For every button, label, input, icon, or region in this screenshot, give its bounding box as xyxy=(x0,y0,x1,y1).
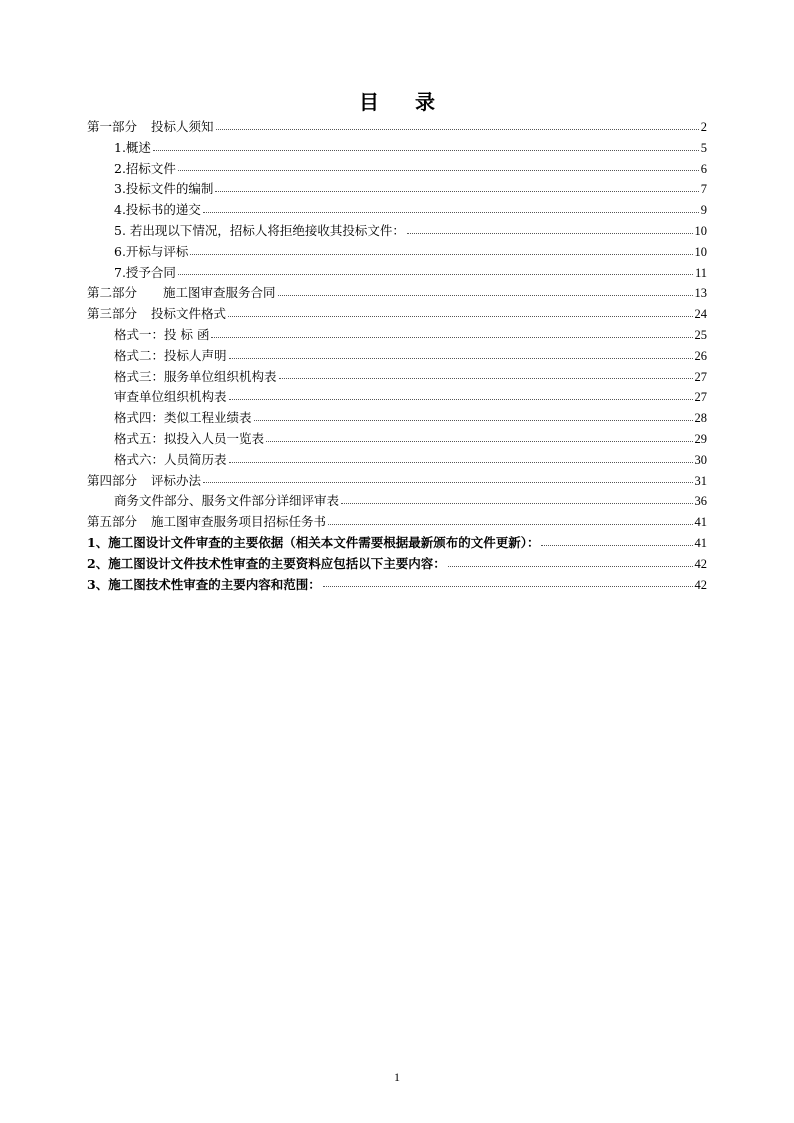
toc-entry-page: 42 xyxy=(694,577,707,592)
toc-entry-page: 27 xyxy=(694,390,707,405)
toc-entry[interactable] xyxy=(87,450,707,471)
toc-leader-dots xyxy=(323,585,693,587)
toc-entry-page: 27 xyxy=(694,369,707,384)
toc-entry[interactable] xyxy=(87,533,707,554)
toc-entry-label xyxy=(114,242,188,263)
toc-entry[interactable] xyxy=(87,408,707,429)
toc-entry-label xyxy=(114,159,176,180)
toc-leader-dots xyxy=(215,190,698,192)
toc-leader-dots xyxy=(448,565,693,567)
table-of-contents xyxy=(87,117,707,595)
toc-entry-page: 13 xyxy=(694,286,707,301)
toc-entry-title: 商务文件部分、服务文件部分详细评审表 xyxy=(114,493,340,509)
toc-leader-dots xyxy=(228,315,692,317)
toc-entry-title: 格式三：服务单位组织机构表 xyxy=(114,368,277,384)
toc-leader-dots xyxy=(266,440,692,442)
toc-entry[interactable] xyxy=(87,304,707,325)
toc-entry-page: 41 xyxy=(694,515,707,530)
toc-entry-page: 25 xyxy=(694,327,707,342)
toc-entry-label xyxy=(87,283,276,304)
toc-entry[interactable] xyxy=(87,491,707,512)
toc-entry-page: 29 xyxy=(694,431,707,446)
toc-entry[interactable] xyxy=(87,346,707,367)
toc-entry-label xyxy=(87,512,326,533)
toc-leader-dots xyxy=(407,232,693,234)
toc-entry[interactable] xyxy=(87,283,707,304)
toc-entry-page: 41 xyxy=(694,535,707,550)
toc-entry-label xyxy=(114,367,277,388)
toc-leader-dots xyxy=(178,273,693,275)
toc-title-char-1: 目 xyxy=(359,90,379,114)
toc-entry-page: 7 xyxy=(700,182,707,197)
toc-leader-dots xyxy=(203,211,699,213)
toc-entry-title: 第一部分 xyxy=(87,119,138,134)
toc-entry-label xyxy=(114,138,151,159)
toc-leader-dots xyxy=(229,398,693,400)
toc-entry-label xyxy=(114,221,405,242)
toc-entry-title: 4.投标书的递交 xyxy=(114,202,201,218)
page-number: 1 xyxy=(394,1070,400,1084)
toc-entry-page: 42 xyxy=(694,556,707,571)
toc-entry-title: 2.招标文件 xyxy=(114,160,176,176)
toc-entry[interactable] xyxy=(87,387,707,408)
toc-entry-subtitle: 评标办法 xyxy=(151,472,202,488)
toc-entry-title: 格式二：投标人声明 xyxy=(114,347,227,363)
toc-entry-page: 11 xyxy=(694,265,707,280)
toc-leader-dots xyxy=(278,294,693,296)
toc-entry-label xyxy=(114,408,252,429)
toc-leader-dots xyxy=(229,461,693,463)
toc-entry-title: 第五部分 xyxy=(87,514,138,530)
toc-entry-page: 10 xyxy=(694,223,707,238)
toc-entry-label xyxy=(87,471,201,492)
toc-leader-dots xyxy=(229,357,693,359)
toc-entry[interactable] xyxy=(87,263,707,284)
toc-entry[interactable] xyxy=(87,367,707,388)
toc-entry[interactable] xyxy=(87,242,707,263)
toc-title xyxy=(0,86,794,115)
toc-entry[interactable] xyxy=(87,179,707,200)
toc-entry[interactable] xyxy=(87,138,707,159)
toc-entry-label xyxy=(114,346,227,367)
toc-title-char-2: 录 xyxy=(415,90,435,114)
toc-entry-title: 格式五：拟投入人员一览表 xyxy=(114,430,265,446)
toc-entry-title: 第三部分 xyxy=(87,306,138,322)
toc-entry-label xyxy=(114,325,209,346)
toc-entry[interactable] xyxy=(87,159,707,180)
toc-leader-dots xyxy=(328,523,692,525)
toc-entry[interactable] xyxy=(87,575,707,596)
toc-leader-dots xyxy=(153,149,699,151)
toc-leader-dots xyxy=(216,128,699,130)
toc-entry-title: 格式一：投 标 函 xyxy=(114,326,210,342)
toc-entry-subtitle: 投标人须知 xyxy=(151,119,214,134)
toc-entry[interactable] xyxy=(87,512,707,533)
toc-entry-page: 26 xyxy=(694,348,707,363)
toc-entry-page: 36 xyxy=(694,494,707,509)
toc-entry-label xyxy=(87,304,226,325)
toc-entry-page: 6 xyxy=(700,161,707,176)
toc-entry-title: 格式四：类似工程业绩表 xyxy=(114,410,252,426)
toc-entry-subtitle: 施工图审查服务合同 xyxy=(163,285,276,301)
toc-leader-dots xyxy=(190,253,692,255)
toc-leader-dots xyxy=(279,377,693,379)
toc-entry-title: 6.开标与评标 xyxy=(114,243,189,259)
toc-entry-title: 3.投标文件的编制 xyxy=(114,181,214,197)
toc-entry-page: 31 xyxy=(694,473,707,488)
toc-entry[interactable] xyxy=(87,429,707,450)
toc-leader-dots xyxy=(203,481,692,483)
toc-entry[interactable] xyxy=(87,221,707,242)
toc-entry-label xyxy=(114,263,176,284)
toc-entry-page: 24 xyxy=(694,307,707,322)
toc-entry-title: 7.授予合同 xyxy=(114,264,176,280)
toc-entry-label xyxy=(114,200,201,221)
toc-entry-title: 1.概述 xyxy=(114,139,151,155)
toc-entry[interactable] xyxy=(87,471,707,492)
toc-entry-label xyxy=(114,179,213,200)
toc-entry-subtitle: 投标文件格式 xyxy=(151,306,227,322)
toc-entry[interactable] xyxy=(87,554,707,575)
toc-leader-dots xyxy=(341,502,692,504)
toc-leader-dots xyxy=(178,169,699,171)
toc-entry-label xyxy=(87,575,321,596)
toc-entry-title: 格式六：人员简历表 xyxy=(114,451,227,467)
toc-entry-title: 1、施工图设计文件审查的主要依据（相关本文件需要根据最新颁布的文件更新）： xyxy=(87,534,540,550)
toc-entry-title: 3、施工图技术性审查的主要内容和范围： xyxy=(87,576,321,592)
toc-entry-label xyxy=(87,533,539,554)
toc-entry-label xyxy=(114,450,227,471)
toc-leader-dots xyxy=(254,419,693,421)
toc-entry-page: 2 xyxy=(700,120,707,134)
toc-leader-dots xyxy=(211,336,692,338)
toc-entry-page: 10 xyxy=(694,244,707,259)
toc-entry-page: 30 xyxy=(694,452,707,467)
toc-entry-title: 5. 若出现以下情况，招标人将拒绝接收其投标文件： xyxy=(114,222,405,238)
toc-entry[interactable] xyxy=(87,325,707,346)
toc-entry-title: 第二部分 xyxy=(87,285,138,301)
toc-entry[interactable] xyxy=(87,117,707,138)
toc-entry-subtitle: 施工图审查服务项目招标任务书 xyxy=(151,514,327,530)
toc-entry-page: 28 xyxy=(694,411,707,426)
toc-entry-page: 5 xyxy=(700,140,707,155)
toc-entry-label xyxy=(87,117,214,138)
toc-entry-page: 9 xyxy=(700,203,707,218)
toc-entry-label xyxy=(114,429,264,450)
toc-entry-title: 第四部分 xyxy=(87,472,138,488)
toc-entry-label xyxy=(87,554,446,575)
toc-entry-title: 2、施工图设计文件技术性审查的主要资料应包括以下主要内容： xyxy=(87,555,446,571)
toc-leader-dots xyxy=(541,544,692,546)
toc-entry-label xyxy=(114,387,227,408)
toc-entry[interactable] xyxy=(87,200,707,221)
toc-entry-label xyxy=(114,491,339,512)
toc-entry-title: 审查单位组织机构表 xyxy=(114,389,227,405)
